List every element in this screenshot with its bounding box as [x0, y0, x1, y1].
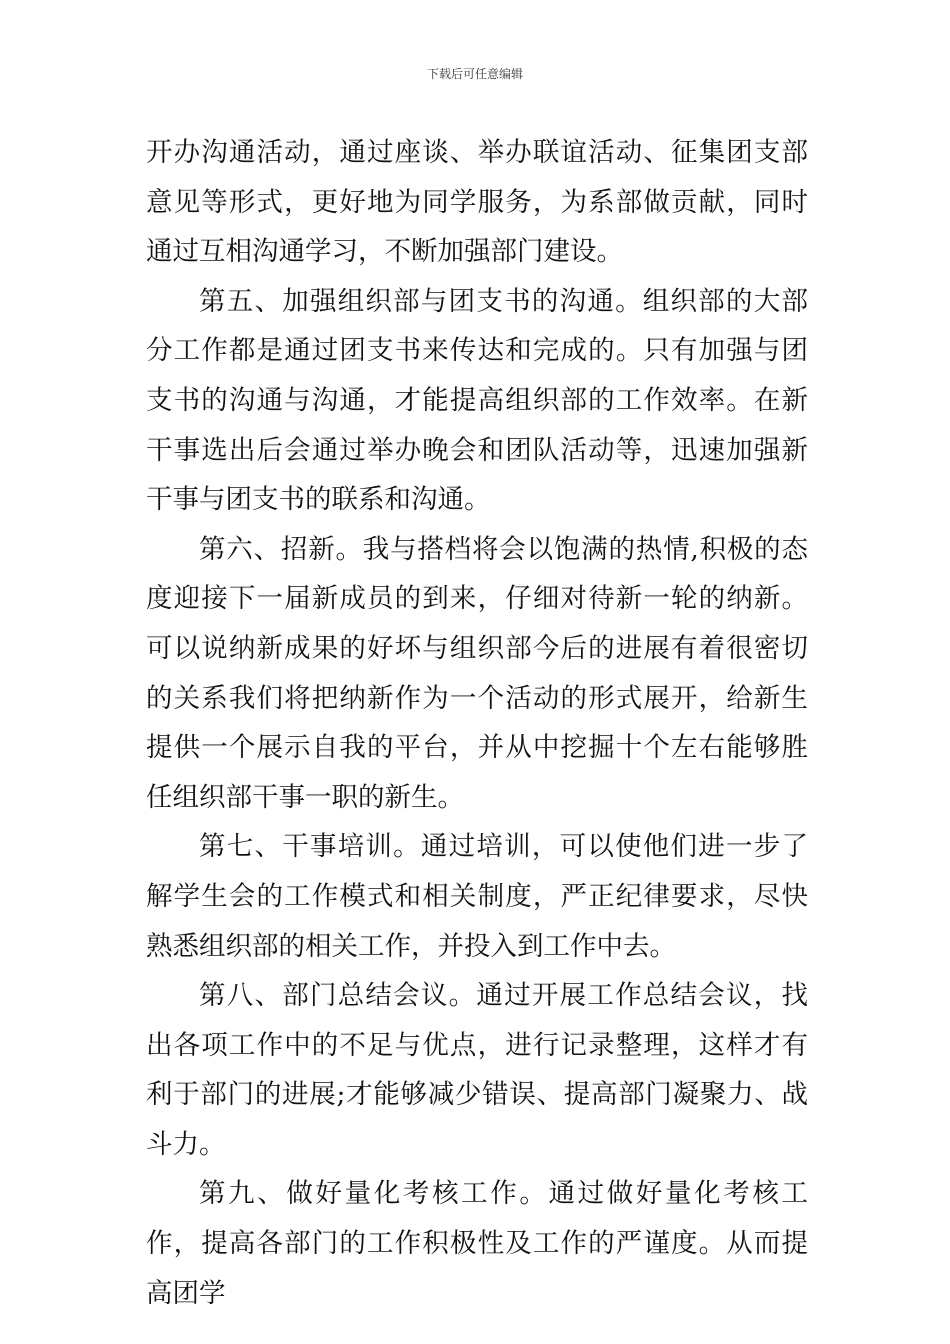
- paragraph-item-6: 第六、招新。我与搭档将会以饱满的热情,积极的态度迎接下一届新成员的到来，仔细对待新一轮的纳新。可以说纳新成果的好坏与组织部今后的进展有着很密切的关系我们将把纳新作为一个活动的形式展开，给新生提供一个展示自我的平台，并从中挖掘十个左右能够胜任组织部干事一职的新生。: [146, 533, 808, 813]
- paragraph-continuation: 开办沟通活动，通过座谈、举办联谊活动、征集团支部意见等形式，更好地为同学服务，为系部做贡献，同时通过互相沟通学习，不断加强部门建设。: [146, 137, 808, 268]
- paragraph-item-9: 第九、做好量化考核工作。通过做好量化考核工作，提高各部门的工作积极性及工作的严谨度。从而提高团学: [146, 1178, 808, 1309]
- paragraph-item-7: 第七、干事培训。通过培训，可以使他们进一步了解学生会的工作模式和相关制度，严正纪律要求，尽快熟悉组织部的相关工作，并投入到工作中去。: [146, 831, 808, 962]
- paragraph-item-8: 第八、部门总结会议。通过开展工作总结会议，找出各项工作中的不足与优点，进行记录整理，这样才有利于部门的进展;才能够减少错误、提高部门凝聚力、战斗力。: [146, 980, 808, 1160]
- paragraph-item-5: 第五、加强组织部与团支书的沟通。组织部的大部分工作都是通过团支书来传达和完成的。只有加强与团支书的沟通与沟通，才能提高组织部的工作效率。在新干事选出后会通过举办晚会和团队活动等，迅速加强新干事与团支书的联系和沟通。: [146, 285, 808, 516]
- page-header-note: 下载后可任意编辑: [426, 67, 523, 81]
- document-body: [146, 128, 808, 1318]
